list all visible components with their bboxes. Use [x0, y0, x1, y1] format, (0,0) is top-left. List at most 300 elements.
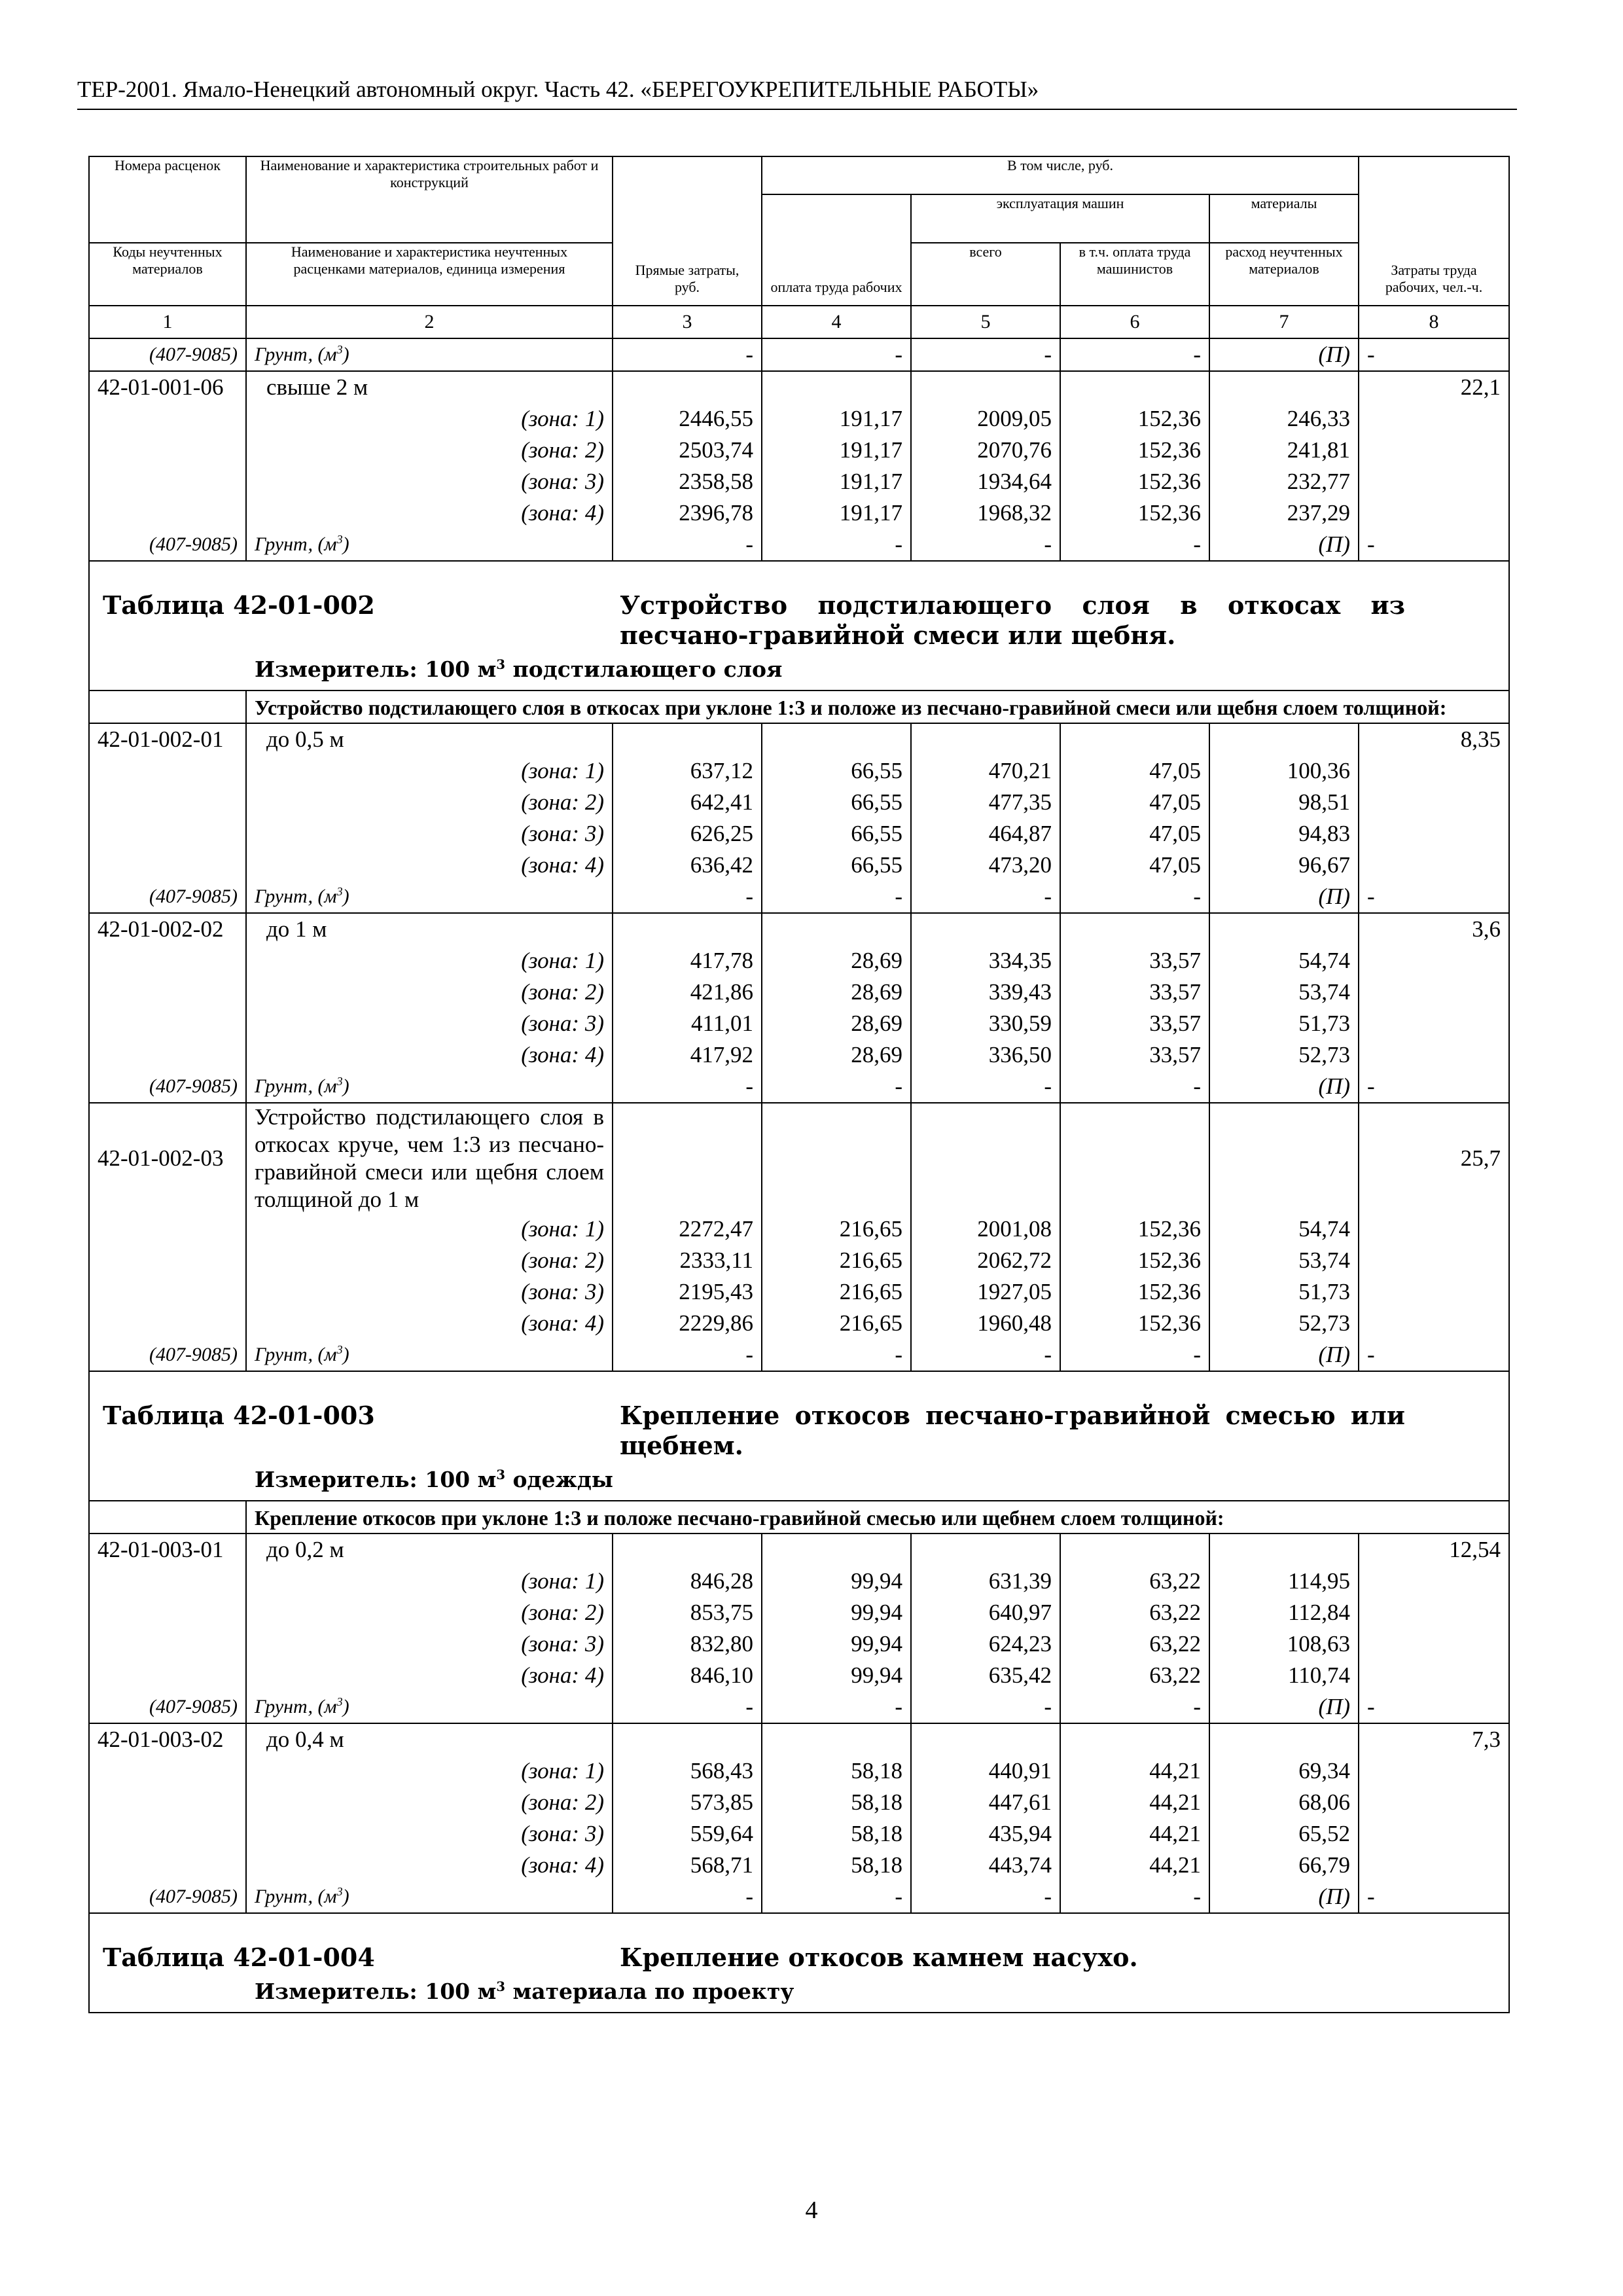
price-value: 63,22 — [1060, 1597, 1209, 1628]
rate-code: 42-01-003-01 — [89, 1534, 246, 1566]
price-value: 832,80 — [613, 1628, 762, 1660]
price-value: 191,17 — [762, 466, 911, 497]
dash-cell: - — [762, 881, 911, 913]
empty-cell — [613, 1534, 762, 1566]
empty-cell — [1359, 1008, 1509, 1039]
empty-cell — [911, 913, 1060, 945]
price-value: 336,50 — [911, 1039, 1060, 1071]
rate-row — [89, 1534, 1509, 1566]
column-number: 3 — [613, 306, 762, 338]
zone-label: (зона: 2) — [246, 435, 613, 466]
dash-cell: - — [1060, 1881, 1209, 1913]
price-value: 28,69 — [762, 977, 911, 1008]
price-value: 69,34 — [1209, 1755, 1359, 1787]
rate-row — [89, 371, 1509, 403]
zone-label: (зона: 1) — [246, 1213, 613, 1245]
price-value: 63,22 — [1060, 1660, 1209, 1691]
empty-cell — [613, 913, 762, 945]
empty-cell — [89, 1597, 246, 1628]
superscript: 3 — [336, 1075, 343, 1088]
section-note: Устройство подстилающего слоя в откосах при уклоне 1:3 и положе из песчано-гравийной смеси или щебня слоем толщиной: — [246, 691, 1509, 723]
empty-cell — [89, 1276, 246, 1308]
section-note: Крепление откосов при уклоне 1:3 и положе песчано-гравийной смесью или щебнем слоем толщиной: — [246, 1501, 1509, 1534]
material-name — [246, 1071, 613, 1103]
price-value: 58,18 — [762, 1818, 911, 1850]
empty-cell — [89, 945, 246, 977]
zone-row — [89, 1008, 1509, 1039]
empty-cell — [89, 1566, 246, 1597]
empty-cell — [89, 1039, 246, 1071]
price-value: 1934,64 — [911, 466, 1060, 497]
price-value: 110,74 — [1209, 1660, 1359, 1691]
header-material-usage: расход неучтенных материалов — [1209, 243, 1359, 306]
empty-cell — [1209, 913, 1359, 945]
price-value: 152,36 — [1060, 466, 1209, 497]
zone-row — [89, 1818, 1509, 1850]
price-value: 642,41 — [613, 787, 762, 818]
column-number: 6 — [1060, 306, 1209, 338]
meter-prefix: Измеритель: — [255, 1467, 418, 1492]
empty-cell — [1359, 403, 1509, 435]
price-value: 53,74 — [1209, 1245, 1359, 1276]
material-code: (407-9085) — [89, 1881, 246, 1913]
dash-cell: - — [762, 1339, 911, 1371]
price-value: 28,69 — [762, 945, 911, 977]
page-header: ТЕР-2001. Ямало-Ненецкий автономный округ. Часть 42. «БЕРЕГОУКРЕПИТЕЛЬНЫЕ РАБОТЫ» — [77, 73, 1517, 110]
empty-cell — [1359, 977, 1509, 1008]
material-flag: (П) — [1209, 338, 1359, 371]
price-value: 2272,47 — [613, 1213, 762, 1245]
empty-cell — [1060, 1534, 1209, 1566]
dash-cell: - — [762, 1071, 911, 1103]
price-value: 114,95 — [1209, 1566, 1359, 1597]
dash-cell: - — [911, 338, 1060, 371]
superscript: 3 — [496, 656, 506, 672]
price-value: 568,43 — [613, 1755, 762, 1787]
price-value: 440,91 — [911, 1755, 1060, 1787]
column-number: 7 — [1209, 306, 1359, 338]
price-value: 47,05 — [1060, 850, 1209, 881]
zone-row — [89, 755, 1509, 787]
superscript: 3 — [496, 1467, 506, 1482]
dash-cell: - — [1359, 1071, 1509, 1103]
dash-cell: - — [911, 529, 1060, 561]
table-title: Устройство подстилающего слоя в откосах из песчано-гравийной смеси или щебня. — [620, 590, 1405, 650]
price-value: 640,97 — [911, 1597, 1060, 1628]
empty-cell — [762, 1534, 911, 1566]
empty-cell — [1359, 1818, 1509, 1850]
empty-cell — [89, 497, 246, 529]
material-flag: (П) — [1209, 881, 1359, 913]
empty-cell — [1209, 371, 1359, 403]
zone-row — [89, 1039, 1509, 1071]
price-value: 28,69 — [762, 1039, 911, 1071]
price-value: 58,18 — [762, 1850, 911, 1881]
material-name-text: Грунт, (м — [255, 1696, 337, 1717]
material-name-end: ) — [342, 886, 349, 907]
price-value: 33,57 — [1060, 945, 1209, 977]
empty-cell — [89, 1628, 246, 1660]
meter-prefix: Измеритель: — [255, 656, 418, 682]
empty-cell — [1060, 913, 1209, 945]
meter-value: 100 м — [425, 1467, 497, 1492]
price-value: 28,69 — [762, 1008, 911, 1039]
empty-cell — [911, 371, 1060, 403]
empty-cell — [1359, 1850, 1509, 1881]
material-flag: (П) — [1209, 529, 1359, 561]
material-row — [89, 338, 1509, 371]
zone-label: (зона: 3) — [246, 1818, 613, 1850]
price-value: 559,64 — [613, 1818, 762, 1850]
rate-code: 42-01-003-02 — [89, 1723, 246, 1755]
empty-cell — [89, 1755, 246, 1787]
price-value: 53,74 — [1209, 977, 1359, 1008]
material-name-end: ) — [342, 1344, 349, 1365]
material-name-text: Грунт, (м — [255, 1075, 337, 1097]
empty-cell — [762, 1723, 911, 1755]
table-label: Таблица 42-01-003 — [103, 1401, 375, 1430]
meter-rest: подстилающего слоя — [505, 656, 783, 682]
zone-label: (зона: 4) — [246, 497, 613, 529]
price-value: 2446,55 — [613, 403, 762, 435]
column-number: 1 — [89, 306, 246, 338]
material-name-end: ) — [342, 1696, 349, 1717]
price-value: 636,42 — [613, 850, 762, 881]
dash-cell: - — [613, 1691, 762, 1723]
rate-name: до 1 м — [246, 913, 613, 945]
price-value: 2195,43 — [613, 1276, 762, 1308]
zone-row — [89, 850, 1509, 881]
empty-cell — [1060, 723, 1209, 755]
zone-row — [89, 1245, 1509, 1276]
price-value: 435,94 — [911, 1818, 1060, 1850]
zone-row — [89, 1597, 1509, 1628]
dash-cell: - — [1060, 1691, 1209, 1723]
labor-value: 7,3 — [1359, 1723, 1509, 1755]
dash-cell: - — [762, 529, 911, 561]
price-value: 624,23 — [911, 1628, 1060, 1660]
price-value: 2009,05 — [911, 403, 1060, 435]
empty-cell — [1209, 723, 1359, 755]
zone-row — [89, 466, 1509, 497]
price-value: 152,36 — [1060, 1213, 1209, 1245]
zone-label: (зона: 4) — [246, 850, 613, 881]
zone-row — [89, 403, 1509, 435]
price-value: 2001,08 — [911, 1213, 1060, 1245]
table-title-block — [89, 561, 1509, 691]
column-numbers-row — [89, 306, 1509, 338]
zone-row — [89, 787, 1509, 818]
table-title-row — [89, 1371, 1509, 1501]
material-name — [246, 1881, 613, 1913]
dash-cell: - — [1359, 1691, 1509, 1723]
page-number: 4 — [805, 2197, 818, 2224]
zone-row — [89, 1755, 1509, 1787]
empty-cell — [613, 1103, 762, 1213]
zone-row — [89, 977, 1509, 1008]
header-labor-costs: Затраты труда рабочих, чел.-ч. — [1359, 156, 1509, 306]
price-value: 846,28 — [613, 1566, 762, 1597]
price-value: 853,75 — [613, 1597, 762, 1628]
price-value: 98,51 — [1209, 787, 1359, 818]
dash-cell: - — [911, 1881, 1060, 1913]
material-name-text: Грунт, (м — [255, 533, 337, 555]
price-value: 216,65 — [762, 1213, 911, 1245]
dash-cell: - — [613, 529, 762, 561]
price-value: 846,10 — [613, 1660, 762, 1691]
price-value: 44,21 — [1060, 1818, 1209, 1850]
zone-label: (зона: 4) — [246, 1039, 613, 1071]
dash-cell: - — [613, 1339, 762, 1371]
price-value: 44,21 — [1060, 1850, 1209, 1881]
price-value: 152,36 — [1060, 403, 1209, 435]
empty-cell — [911, 1723, 1060, 1755]
price-value: 1960,48 — [911, 1308, 1060, 1339]
zone-row — [89, 435, 1509, 466]
table-title-block — [89, 1371, 1509, 1501]
dash-cell: - — [911, 881, 1060, 913]
dash-cell: - — [1060, 1071, 1209, 1103]
zone-row — [89, 1787, 1509, 1818]
empty-cell — [1209, 1723, 1359, 1755]
price-value: 2070,76 — [911, 435, 1060, 466]
header-materials: материалы — [1209, 194, 1359, 243]
zone-label: (зона: 1) — [246, 755, 613, 787]
material-flag: (П) — [1209, 1691, 1359, 1723]
superscript: 3 — [336, 1885, 343, 1898]
table-title: Крепление откосов камнем насухо. — [620, 1943, 1138, 1972]
price-value: 44,21 — [1060, 1787, 1209, 1818]
table-label: Таблица 42-01-002 — [103, 590, 375, 620]
empty-cell — [1359, 1597, 1509, 1628]
zone-label: (зона: 3) — [246, 466, 613, 497]
empty-cell — [1359, 1308, 1509, 1339]
price-value: 99,94 — [762, 1660, 911, 1691]
empty-cell — [613, 1723, 762, 1755]
price-value: 447,61 — [911, 1787, 1060, 1818]
section-row — [89, 1501, 1509, 1534]
price-value: 99,94 — [762, 1628, 911, 1660]
zone-row — [89, 497, 1509, 529]
zone-row — [89, 1566, 1509, 1597]
material-name — [246, 338, 613, 371]
material-name-end: ) — [342, 344, 349, 365]
rate-name: Устройство подстилающего слоя в откосах круче, чем 1:3 из песчано-гравийной смеси или щебня слоем толщиной до 1 м — [246, 1103, 613, 1213]
meter-line — [90, 1461, 1508, 1500]
price-value: 58,18 — [762, 1787, 911, 1818]
material-row — [89, 881, 1509, 913]
price-value: 100,36 — [1209, 755, 1359, 787]
rate-code: 42-01-001-06 — [89, 371, 246, 403]
material-row — [89, 529, 1509, 561]
dash-cell: - — [1359, 1339, 1509, 1371]
price-value: 421,86 — [613, 977, 762, 1008]
zone-label: (зона: 2) — [246, 787, 613, 818]
table-title-block — [89, 1913, 1509, 2013]
empty-cell — [1359, 1039, 1509, 1071]
empty-cell — [1359, 818, 1509, 850]
column-number: 8 — [1359, 306, 1509, 338]
dash-cell: - — [911, 1691, 1060, 1723]
header-machines: эксплуатация машин — [911, 194, 1209, 243]
empty-cell — [89, 466, 246, 497]
price-value: 108,63 — [1209, 1628, 1359, 1660]
price-value: 152,36 — [1060, 1276, 1209, 1308]
material-row — [89, 1881, 1509, 1913]
empty-cell — [89, 1213, 246, 1245]
empty-cell — [1060, 1723, 1209, 1755]
table-title-row — [89, 1913, 1509, 2013]
price-value: 470,21 — [911, 755, 1060, 787]
dash-cell: - — [1060, 1339, 1209, 1371]
price-value: 47,05 — [1060, 818, 1209, 850]
dash-cell: - — [1359, 529, 1509, 561]
zone-label: (зона: 1) — [246, 403, 613, 435]
empty-cell — [1359, 1245, 1509, 1276]
empty-cell — [1060, 1103, 1209, 1213]
meter-rest: одежды — [505, 1467, 613, 1492]
empty-cell — [1359, 787, 1509, 818]
price-value: 1927,05 — [911, 1276, 1060, 1308]
header-wages: оплата труда рабочих — [762, 194, 911, 306]
empty-cell — [89, 1245, 246, 1276]
zone-label: (зона: 1) — [246, 1755, 613, 1787]
empty-cell — [1359, 1628, 1509, 1660]
empty-cell — [1359, 1276, 1509, 1308]
price-value: 191,17 — [762, 497, 911, 529]
price-value: 54,74 — [1209, 1213, 1359, 1245]
dash-cell: - — [762, 338, 911, 371]
zone-label: (зона: 2) — [246, 1245, 613, 1276]
price-value: 216,65 — [762, 1245, 911, 1276]
price-value: 52,73 — [1209, 1308, 1359, 1339]
price-value: 417,78 — [613, 945, 762, 977]
empty-cell — [89, 818, 246, 850]
dash-cell: - — [613, 338, 762, 371]
price-value: 99,94 — [762, 1597, 911, 1628]
column-number: 5 — [911, 306, 1060, 338]
price-value: 2396,78 — [613, 497, 762, 529]
price-value: 47,05 — [1060, 787, 1209, 818]
price-value: 152,36 — [1060, 1308, 1209, 1339]
empty-cell — [1209, 1534, 1359, 1566]
table-label: Таблица 42-01-004 — [103, 1943, 375, 1972]
material-name-end: ) — [342, 1886, 349, 1907]
meter-unit — [425, 656, 782, 682]
meter-prefix: Измеритель: — [255, 1979, 418, 2004]
material-name — [246, 881, 613, 913]
zone-label: (зона: 3) — [246, 1008, 613, 1039]
price-value: 246,33 — [1209, 403, 1359, 435]
empty-cell — [1060, 371, 1209, 403]
material-name-text: Грунт, (м — [255, 1344, 337, 1365]
zone-label: (зона: 4) — [246, 1660, 613, 1691]
price-value: 94,83 — [1209, 818, 1359, 850]
price-value: 33,57 — [1060, 1039, 1209, 1071]
material-name-end: ) — [342, 1075, 349, 1097]
empty-cell — [1359, 1660, 1509, 1691]
zone-label: (зона: 2) — [246, 1787, 613, 1818]
empty-cell — [1359, 850, 1509, 881]
material-code: (407-9085) — [89, 529, 246, 561]
empty-cell — [1359, 497, 1509, 529]
price-value: 635,42 — [911, 1660, 1060, 1691]
empty-cell — [1359, 435, 1509, 466]
empty-cell — [89, 787, 246, 818]
zone-label: (зона: 1) — [246, 945, 613, 977]
price-value: 631,39 — [911, 1566, 1060, 1597]
material-name-text: Грунт, (м — [255, 886, 337, 907]
labor-value: 25,7 — [1359, 1103, 1509, 1213]
empty-cell — [1359, 1787, 1509, 1818]
price-value: 33,57 — [1060, 977, 1209, 1008]
empty-cell — [89, 1818, 246, 1850]
header-machines-total: всего — [911, 243, 1060, 306]
rate-name: до 0,4 м — [246, 1723, 613, 1755]
empty-cell — [89, 977, 246, 1008]
empty-cell — [89, 1308, 246, 1339]
header-machinist-wages: в т.ч. оплата труда машинистов — [1060, 243, 1209, 306]
price-value: 52,73 — [1209, 1039, 1359, 1071]
price-value: 96,67 — [1209, 850, 1359, 881]
material-name-end: ) — [342, 533, 349, 555]
price-value: 66,55 — [762, 850, 911, 881]
empty-cell — [1209, 1103, 1359, 1213]
empty-cell — [89, 691, 246, 723]
price-value: 63,22 — [1060, 1566, 1209, 1597]
price-value: 637,12 — [613, 755, 762, 787]
price-value: 2229,86 — [613, 1308, 762, 1339]
material-code: (407-9085) — [89, 1691, 246, 1723]
price-value: 443,74 — [911, 1850, 1060, 1881]
price-value: 339,43 — [911, 977, 1060, 1008]
price-value: 626,25 — [613, 818, 762, 850]
price-value: 51,73 — [1209, 1276, 1359, 1308]
price-value: 47,05 — [1060, 755, 1209, 787]
dash-cell: - — [1060, 881, 1209, 913]
empty-cell — [911, 1103, 1060, 1213]
empty-cell — [89, 1787, 246, 1818]
zone-row — [89, 1628, 1509, 1660]
material-name — [246, 529, 613, 561]
empty-cell — [1359, 1213, 1509, 1245]
superscript: 3 — [336, 1695, 343, 1708]
material-row — [89, 1071, 1509, 1103]
price-value: 152,36 — [1060, 497, 1209, 529]
price-value: 66,55 — [762, 787, 911, 818]
price-value: 411,01 — [613, 1008, 762, 1039]
price-value: 232,77 — [1209, 466, 1359, 497]
material-name-text: Грунт, (м — [255, 1886, 337, 1907]
meter-line — [90, 651, 1508, 690]
price-value: 66,55 — [762, 818, 911, 850]
empty-cell — [1359, 1566, 1509, 1597]
column-number: 2 — [246, 306, 613, 338]
material-code: (407-9085) — [89, 881, 246, 913]
dash-cell: - — [1060, 338, 1209, 371]
price-value: 65,52 — [1209, 1818, 1359, 1850]
superscript: 3 — [496, 1979, 506, 1994]
dash-cell: - — [1060, 529, 1209, 561]
price-value: 241,81 — [1209, 435, 1359, 466]
material-flag: (П) — [1209, 1071, 1359, 1103]
price-value: 68,06 — [1209, 1787, 1359, 1818]
meter-value: 100 м — [425, 656, 497, 682]
zone-row — [89, 1660, 1509, 1691]
price-value: 2333,11 — [613, 1245, 762, 1276]
zone-label: (зона: 3) — [246, 818, 613, 850]
price-table — [88, 156, 1510, 2013]
